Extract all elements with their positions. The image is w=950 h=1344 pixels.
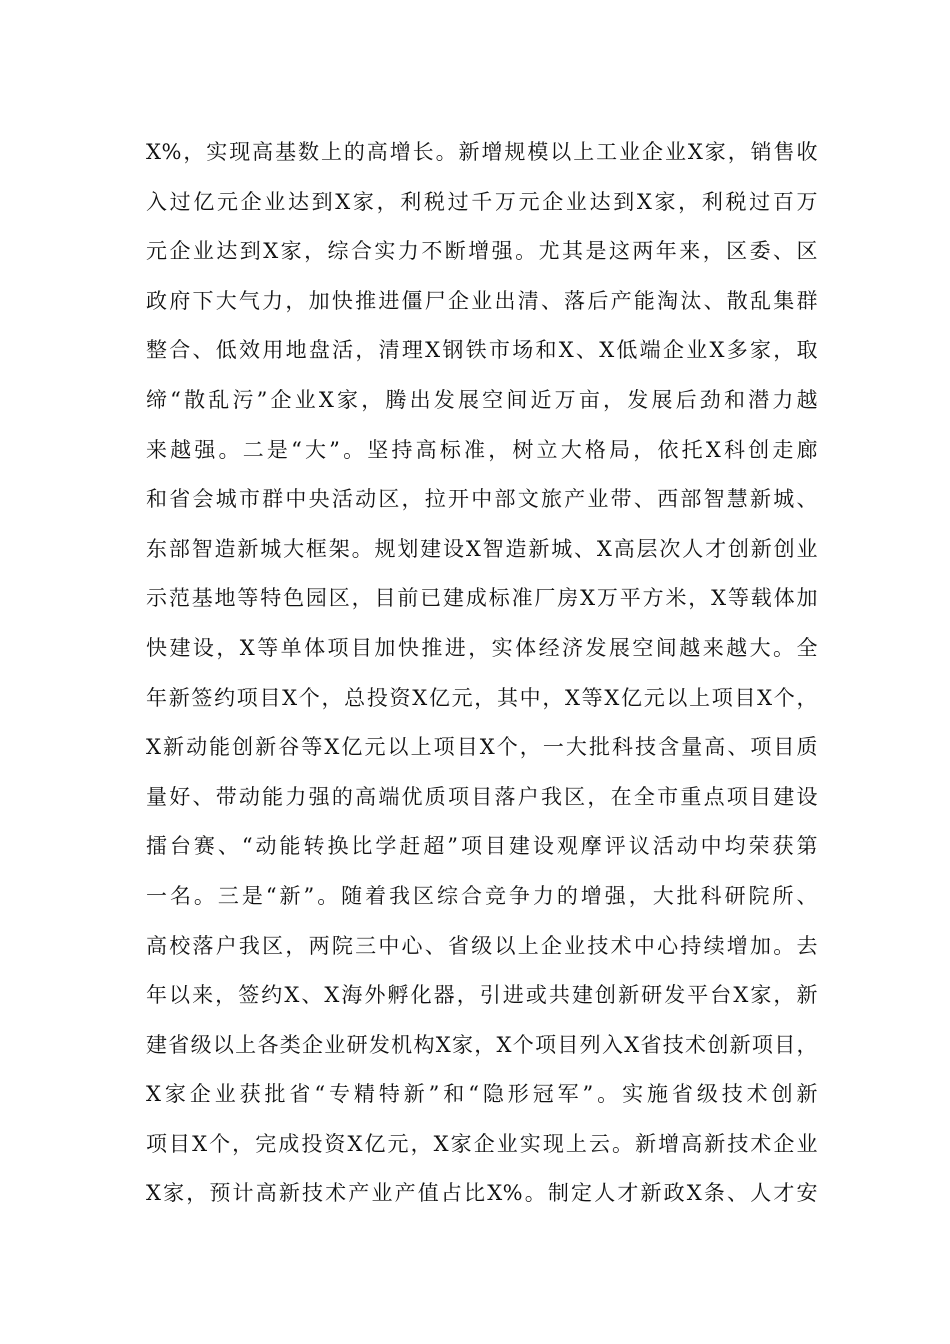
text-line: 缔“散乱污”企业X家，腾出发展空间近万亩，发展后劲和潜力越 [146,387,818,412]
text-line: 东部智造新城大框架。规划建设X智造新城、X高层次人才创新创业 [146,536,818,561]
text-line: 入过亿元企业达到X家，利税过千万元企业达到X家，利税过百万 [146,189,818,214]
text-line: X新动能创新谷等X亿元以上项目X个，一大批科技含量高、项目质 [146,735,818,760]
text-line: 示范基地等特色园区，目前已建成标准厂房X万平方米，X等载体加 [146,586,818,611]
text-line: 政府下大气力，加快推进僵尸企业出清、落后产能淘汰、散乱集群 [146,288,818,313]
text-line: X家企业获批省“专精特新”和“隐形冠军”。实施省级技术创新 [146,1082,818,1107]
text-line: 整合、低效用地盘活，清理X钢铁市场和X、X低端企业X多家，取 [146,338,818,363]
body-text [146,128,818,1219]
text-line: X%，实现高基数上的高增长。新增规模以上工业企业X家，销售收 [146,140,818,164]
text-line: 快建设，X等单体项目加快推进，实体经济发展空间越来越大。全 [146,635,818,660]
text-line: 量好、带动能力强的高端优质项目落户我区，在全市重点项目建设 [146,784,818,809]
text-line: 高校落户我区，两院三中心、省级以上企业技术中心持续增加。去 [146,933,818,958]
text-line: 来越强。二是“大”。坚持高标准，树立大格局，依托X科创走廊 [146,437,818,462]
text-line: 年以来，签约X、X海外孵化器，引进或共建创新研发平台X家，新 [146,983,818,1008]
text-line: 建省级以上各类企业研发机构X家，X个项目列入X省技术创新项目， [146,1032,818,1057]
text-line: 擂台赛、“动能转换比学赶超”项目建设观摩评议活动中均荣获第 [146,834,818,859]
text-line: 项目X个，完成投资X亿元，X家企业实现上云。新增高新技术企业 [146,1131,818,1156]
text-line: 和省会城市群中央活动区，拉开中部文旅产业带、西部智慧新城、 [146,487,818,512]
text-line: 年新签约项目X个，总投资X亿元，其中，X等X亿元以上项目X个， [146,685,818,710]
text-line: X家，预计高新技术产业产值占比X%。制定人才新政X条、人才安 [146,1181,818,1206]
text-line: 元企业达到X家，综合实力不断增强。尤其是这两年来，区委、区 [146,239,818,264]
text-line: 一名。三是“新”。随着我区综合竞争力的增强，大批科研院所、 [146,883,818,908]
